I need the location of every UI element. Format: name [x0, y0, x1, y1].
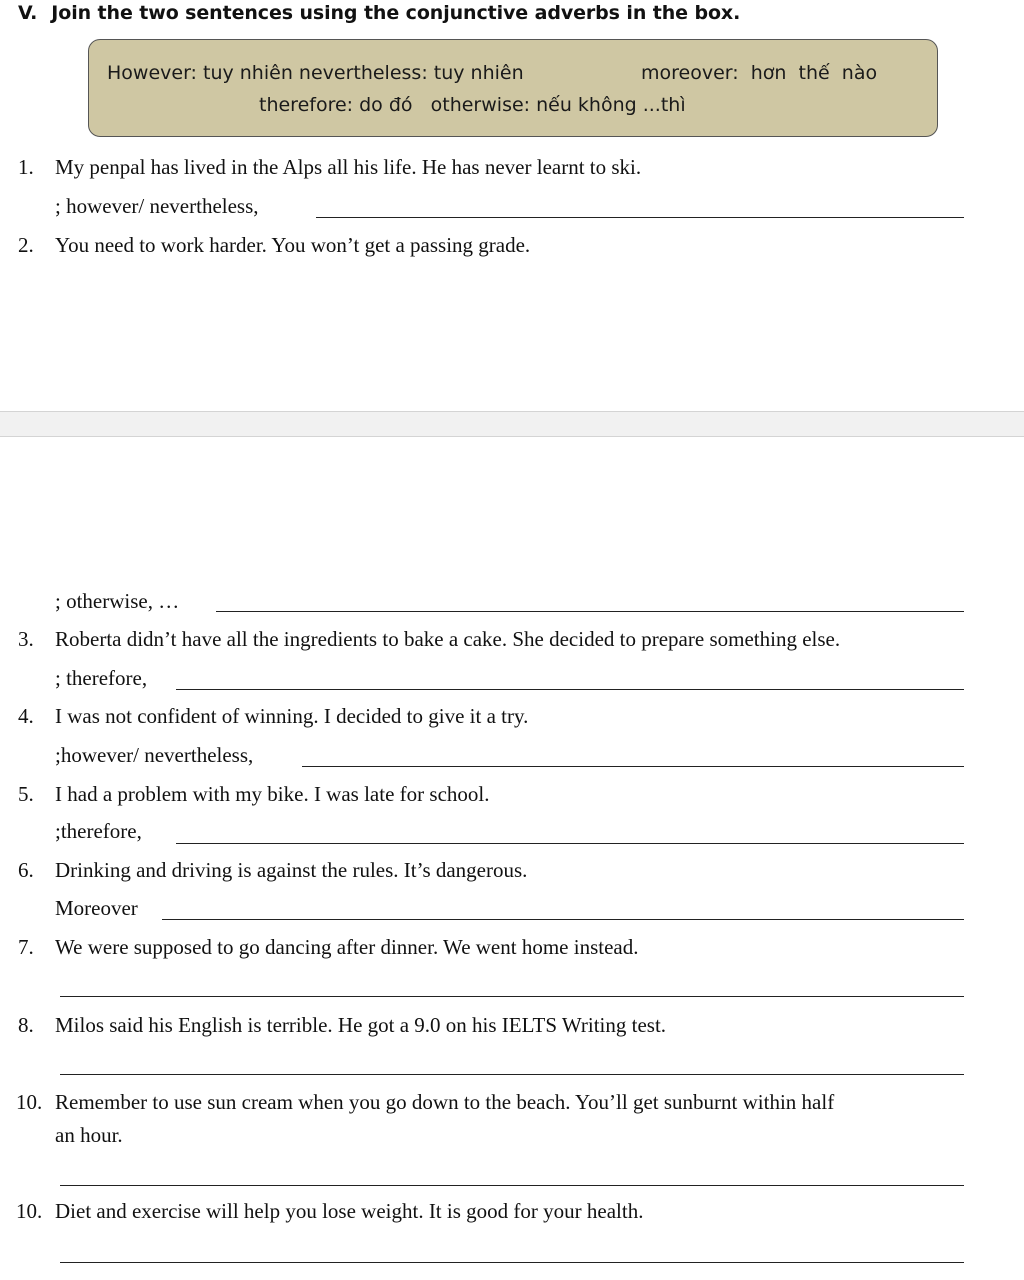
item-3-answer-line[interactable] [176, 689, 964, 690]
item-3-number: 3. [18, 627, 34, 651]
item-4-sentence: I was not confident of winning. I decided to give it a try. [55, 704, 529, 728]
item-8-answer-line[interactable] [60, 1074, 964, 1075]
item-1-number: 1. [18, 155, 34, 179]
item-4-prompt: ;however/ nevertheless, [55, 743, 254, 767]
item-7-answer-line[interactable] [60, 996, 964, 997]
item-2-prompt: ; otherwise, … [55, 589, 180, 613]
word-box-line1-right: moreover: hơn thế nào [641, 62, 878, 84]
item-1-answer-line[interactable] [316, 217, 964, 218]
item-3-sentence: Roberta didn’t have all the ingredients to bake a cake. She decided to prepare something else. [55, 627, 841, 651]
item-10-answer-line[interactable] [60, 1262, 964, 1263]
item-6-answer-line[interactable] [162, 919, 964, 920]
item-3-prompt: ; therefore, [55, 666, 148, 690]
item-4-answer-line[interactable] [302, 766, 964, 767]
item-10-number: 10. [16, 1199, 43, 1223]
item-10-sentence: Diet and exercise will help you lose weight. It is good for your health. [55, 1199, 644, 1223]
exercise-instruction: Join the two sentences using the conjunctive adverbs in the box. [51, 2, 741, 24]
item-6-number: 6. [18, 858, 34, 882]
item-7-number: 7. [18, 935, 34, 959]
exercise-number: V. [18, 2, 38, 24]
item-9-sentence: Remember to use sun cream when you go down to the beach. You’ll get sunburnt within half [55, 1090, 835, 1114]
item-1-sentence: My penpal has lived in the Alps all his life. He has never learnt to ski. [55, 155, 642, 179]
page-break [0, 411, 1024, 437]
item-5-number: 5. [18, 782, 34, 806]
item-5-sentence: I had a problem with my bike. I was late for school. [55, 782, 490, 806]
item-2-answer-line[interactable] [216, 611, 964, 612]
item-6-prompt: Moreover [55, 896, 138, 920]
word-box-line1-left: However: tuy nhiên nevertheless: tuy nhiên [107, 62, 524, 84]
item-9-sentence-continued: an hour. [55, 1123, 123, 1147]
item-5-prompt: ;therefore, [55, 819, 142, 843]
item-2-number: 2. [18, 233, 34, 257]
item-9-number: 10. [16, 1090, 43, 1114]
item-4-number: 4. [18, 704, 34, 728]
item-9-answer-line[interactable] [60, 1185, 964, 1186]
item-8-number: 8. [18, 1013, 34, 1037]
item-8-sentence: Milos said his English is terrible. He got a 9.0 on his IELTS Writing test. [55, 1013, 667, 1037]
item-2-sentence: You need to work harder. You won’t get a passing grade. [55, 233, 531, 257]
word-box [88, 39, 938, 137]
item-6-sentence: Drinking and driving is against the rules. It’s dangerous. [55, 858, 528, 882]
item-7-sentence: We were supposed to go dancing after dinner. We went home instead. [55, 935, 639, 959]
word-box-line2: therefore: do đó otherwise: nếu không ...thì [259, 94, 686, 116]
exercise-heading [18, 2, 740, 24]
item-1-prompt: ; however/ nevertheless, [55, 194, 259, 218]
item-5-answer-line[interactable] [176, 843, 964, 844]
